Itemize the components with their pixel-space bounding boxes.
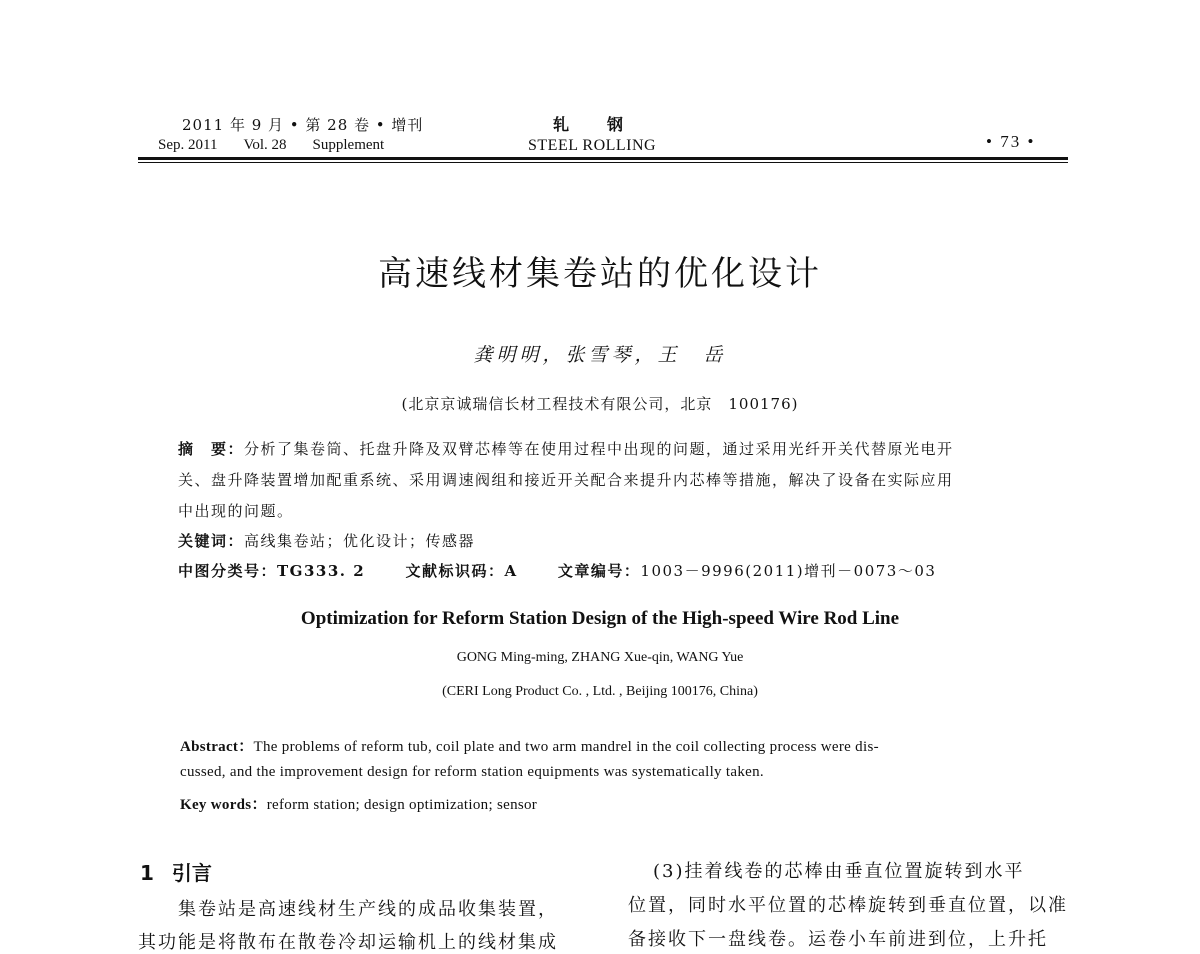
page-number: • 73 • bbox=[986, 132, 1036, 151]
keywords-cn-label: 关键词： bbox=[178, 532, 245, 550]
paper-authors: 龚明明，张雪琴，王 岳 bbox=[473, 344, 727, 366]
header-rule-thick bbox=[138, 157, 1068, 160]
english-title: Optimization for Reform Station Design of the High-speed Wire Rod Line bbox=[300, 608, 900, 629]
abstract-cn-label: 摘 要： bbox=[178, 440, 245, 458]
abstract-cn-line-2: 关、盘升降装置增加配重系统、采用调速阀组和接近开关配合来提升内芯棒等措施，解决了设备在实际应用 bbox=[178, 471, 954, 489]
paper-affiliation: (北京京诚瑞信长材工程技术有限公司，北京 100176) bbox=[401, 395, 799, 413]
english-keywords: Key words：reform station; design optimization; sensor bbox=[180, 797, 538, 813]
section-title: 引言 bbox=[171, 861, 212, 885]
clc-number: 中图分类号：TG333. 2 bbox=[178, 562, 366, 580]
paper-title: 高速线材集卷站的优化设计 bbox=[378, 254, 822, 294]
header-issue-en bbox=[158, 137, 410, 154]
document-code: 文献标识码：A bbox=[405, 562, 518, 580]
right-column-line-2: 位置，同时水平位置的芯棒旋转到垂直位置，以准 bbox=[628, 895, 1068, 916]
keywords-cn-value: 高线集卷站；优化设计；传感器 bbox=[244, 532, 476, 550]
keywords-cn bbox=[178, 530, 1048, 551]
journal-name-en: STEEL ROLLING bbox=[528, 137, 657, 154]
abstract-cn-line-1: 摘 要：分析了集卷筒、托盘升降及双臂芯棒等在使用过程中出现的问题，通过采用光纤开关代替原光电开 bbox=[178, 440, 954, 458]
english-keywords-label: Key words： bbox=[180, 797, 267, 813]
right-column-line-1: (3)挂着线卷的芯棒由垂直位置旋转到水平 bbox=[653, 861, 1025, 882]
english-abstract-line-2: cussed, and the improvement design for reform station equipments was systematically taken. bbox=[180, 764, 764, 780]
section-number: 1 bbox=[140, 861, 154, 885]
article-number: 文章编号：1003－9996(2011)增刊－0073～03 bbox=[557, 562, 937, 580]
right-column-line-3: 备接收下一盘线卷。运卷小车前进到位，上升托 bbox=[628, 929, 1048, 950]
classification-line bbox=[178, 560, 1048, 581]
header-date: Sep. 2011 bbox=[158, 137, 218, 153]
header-supplement: Supplement bbox=[312, 137, 385, 153]
english-authors: GONG Ming-ming, ZHANG Xue-qin, WANG Yue bbox=[456, 650, 744, 665]
journal-name-cn: 轧钢 bbox=[553, 115, 662, 134]
english-abstract-line-1: Abstract：The problems of reform tub, coil plate and two arm mandrel in the coil collecting process were dis- bbox=[180, 739, 879, 755]
section-heading bbox=[140, 857, 212, 886]
left-column-line-1: 集卷站是高速线材生产线的成品收集装置， bbox=[178, 899, 558, 920]
header-rule-thin bbox=[138, 162, 1068, 163]
header-volume: Vol. 28 bbox=[243, 137, 287, 153]
abstract-cn-line-3: 中出现的问题。 bbox=[178, 502, 294, 520]
header-issue-cn: 2011 年 9 月 • 第 28 卷 • 增刊 bbox=[182, 116, 424, 134]
left-column-line-2: 其功能是将散布在散卷冷却运输机上的线材集成 bbox=[138, 932, 558, 953]
english-abstract-label: Abstract： bbox=[180, 739, 254, 755]
english-affiliation: (CERI Long Product Co. , Ltd. , Beijing 100176, China) bbox=[442, 684, 758, 699]
